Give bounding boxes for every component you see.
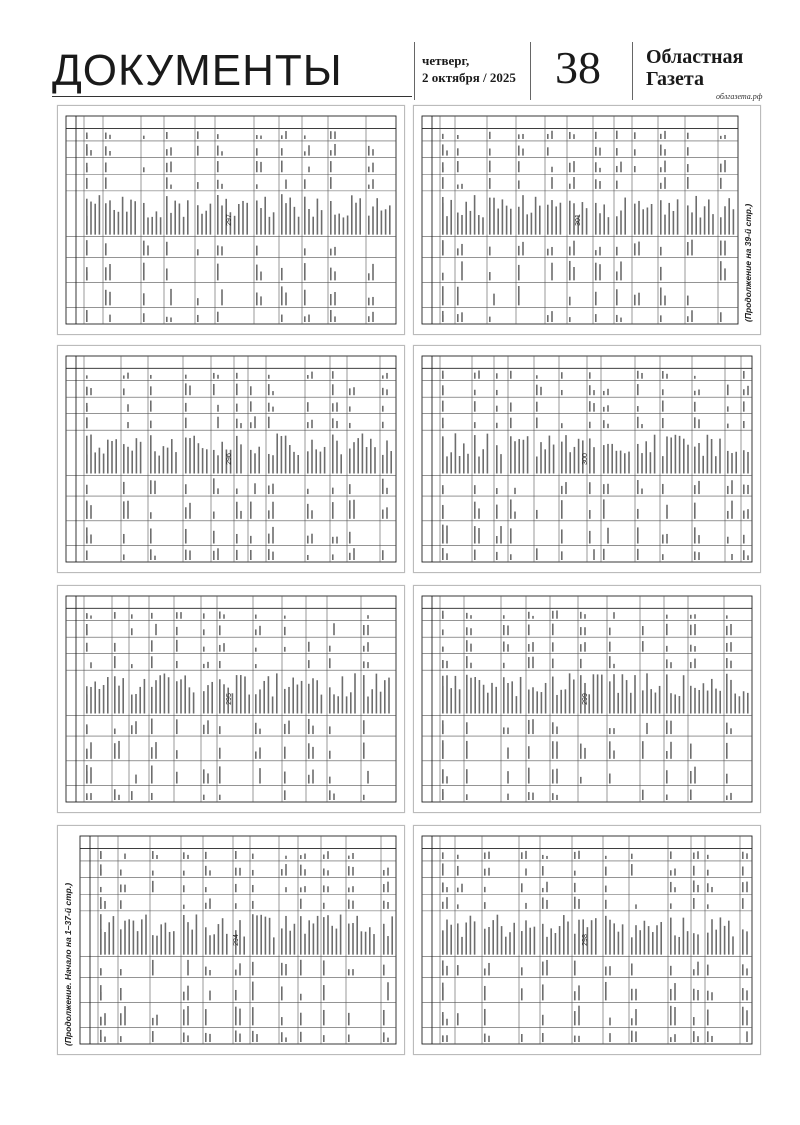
issue-date [422,52,516,86]
document-sheet [57,105,405,335]
logo-site: облгазета.рф [716,92,763,101]
document-sheet [57,345,405,573]
divider [414,42,415,100]
table-text [442,370,749,560]
section-title: ДОКУМЕНТЫ [52,46,343,95]
document-sheet [413,345,761,573]
masthead [52,40,763,102]
table-text [86,611,390,800]
sheet-page-number: 295 [226,693,233,705]
page-number: 38 [555,42,601,93]
issue-date-text: 2 октября / 2025 [422,70,516,85]
issue-weekday: четверг, [422,53,470,68]
table-scan [58,586,404,812]
document-sheet [57,825,405,1055]
continuation-note: (Продолжение на 39-й стр.) [743,203,753,322]
divider [632,42,633,100]
title-underline [52,96,412,97]
table-text [100,851,393,1042]
table-scan [58,346,404,572]
continuation-note: (Продолжение. Начало на 1–37-й стр.) [63,882,73,1046]
document-sheet [57,585,405,813]
sheet-page-number: 296 [226,453,233,465]
sheet-page-number: 297 [226,214,233,226]
table-text [86,371,392,560]
table-scan [58,106,404,334]
document-sheet [413,825,761,1055]
table-scan [414,346,760,572]
logo-line2: Газета [646,68,704,90]
table-scan [414,826,760,1054]
document-sheet [413,585,761,813]
table-scan [414,106,760,334]
table-scan [414,586,760,812]
table-text [442,851,748,1042]
sheet-page-number: 301 [575,214,582,226]
newspaper-logo [646,46,743,90]
divider [530,42,531,100]
sheet-page-number: 299 [582,693,589,705]
sheet-page-number: 294 [233,934,240,946]
table-text [442,610,749,800]
logo-line1: Областная [646,46,744,68]
table-text [442,131,734,322]
document-sheet [413,105,761,335]
sheet-page-number: 298 [582,934,589,946]
table-scan [58,826,404,1054]
table-text [86,131,391,322]
sheet-page-number: 300 [582,453,589,465]
